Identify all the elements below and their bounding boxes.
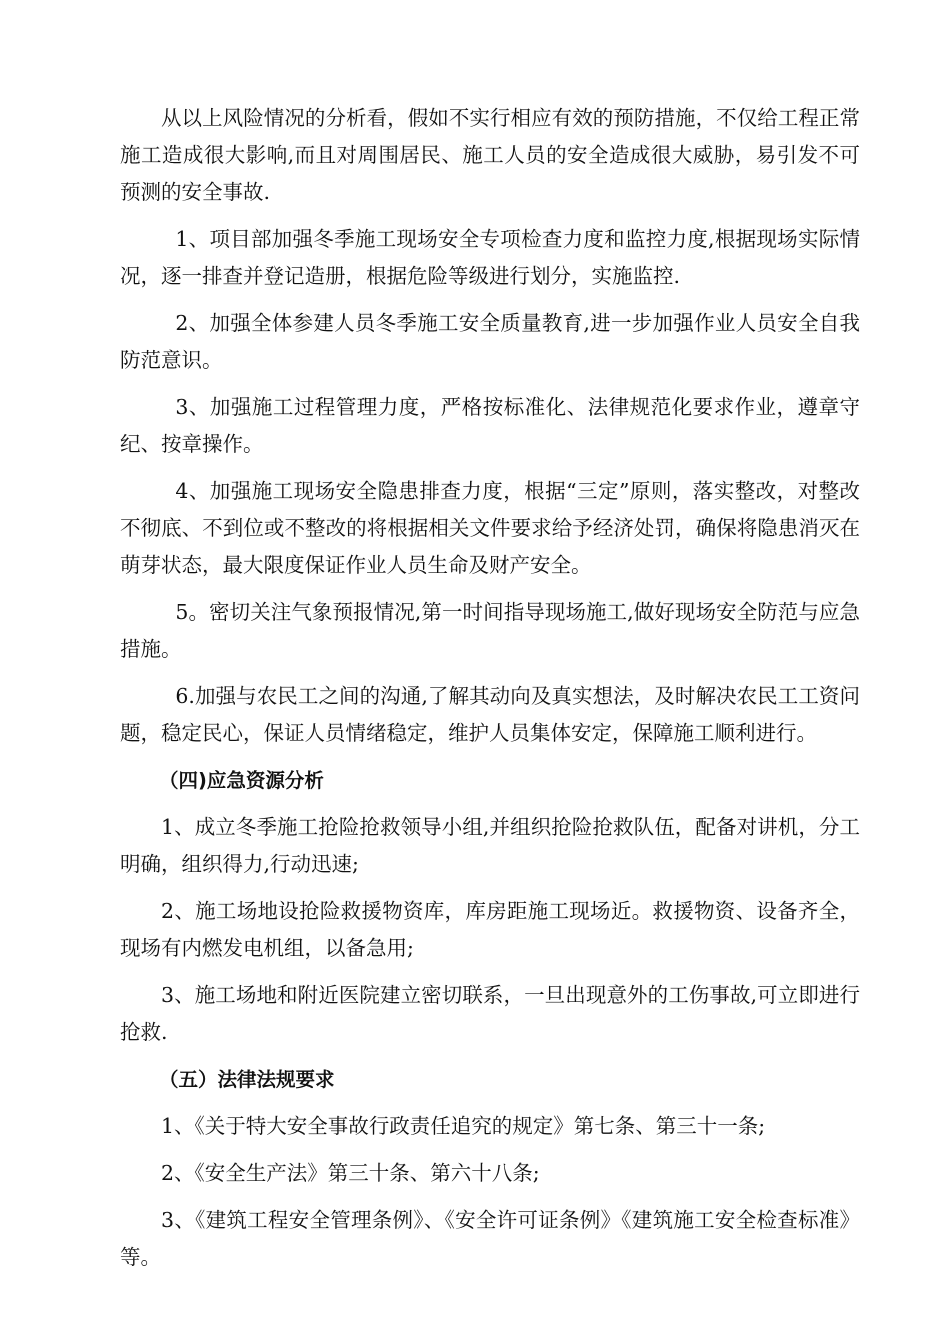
measure-3: 3、加强施工过程管理力度，严格按标准化、法律规范化要求作业，遵章守纪、按章操作。 <box>120 395 860 456</box>
section-5-item-2: 2、《安全生产法》第三十条、第六十八条; <box>161 1161 540 1185</box>
measure-1: 1、项目部加强冬季施工现场安全专项检查力度和监控力度,根据现场实际情况，逐一排查并登记造册，根据危险等级进行划分，实施监控. <box>120 227 860 288</box>
section-4-item-3: 3、施工场地和附近医院建立密切联系，一旦出现意外的工伤事故,可立即进行抢救. <box>120 983 860 1044</box>
intro-paragraph: 从以上风险情况的分析看，假如不实行相应有效的预防措施，不仅给工程正常施工造成很大影响,而且对周围居民、施工人员的安全造成很大威胁，易引发不可预测的安全事故. <box>120 106 860 204</box>
measure-6: 6.加强与农民工之间的沟通,了解其动向及真实想法，及时解决农民工工资问题，稳定民心，保证人员情绪稳定，维护人员集体安定，保障施工顺利进行。 <box>120 684 860 745</box>
section-5-item-3: 3、《建筑工程安全管理条例》、《安全许可证条例》《建筑施工安全检查标准》等。 <box>120 1208 860 1269</box>
section-5-item-1: 1、《关于特大安全事故行政责任追究的规定》第七条、第三十一条; <box>161 1114 766 1138</box>
measure-4: 4、加强施工现场安全隐患排查力度，根据“三定”原则，落实整改，对整改不彻底、不到位或不整改的将根据相关文件要求给予经济处罚，确保将隐患消灭在萌芽状态，最大限度保证作业人员生命及财产安全。 <box>120 479 860 577</box>
document-body <box>120 100 860 1286</box>
measure-5: 5。密切关注气象预报情况,第一时间指导现场施工,做好现场安全防范与应急措施。 <box>120 600 860 661</box>
section-4-item-1: 1、成立冬季施工抢险抢救领导小组,并组织抢险抢救队伍，配备对讲机，分工明确，组织得力,行动迅速; <box>120 815 860 876</box>
section-4-item-2: 2、施工场地设抢险救援物资库，库房距施工现场近。救援物资、设备齐全，现场有内燃发电机组，以备急用; <box>120 899 860 960</box>
section-4-heading: （四)应急资源分析 <box>159 769 324 792</box>
section-5-heading: （五）法律法规要求 <box>159 1068 335 1091</box>
measure-2: 2、加强全体参建人员冬季施工安全质量教育,进一步加强作业人员安全自我防范意识。 <box>120 311 860 372</box>
